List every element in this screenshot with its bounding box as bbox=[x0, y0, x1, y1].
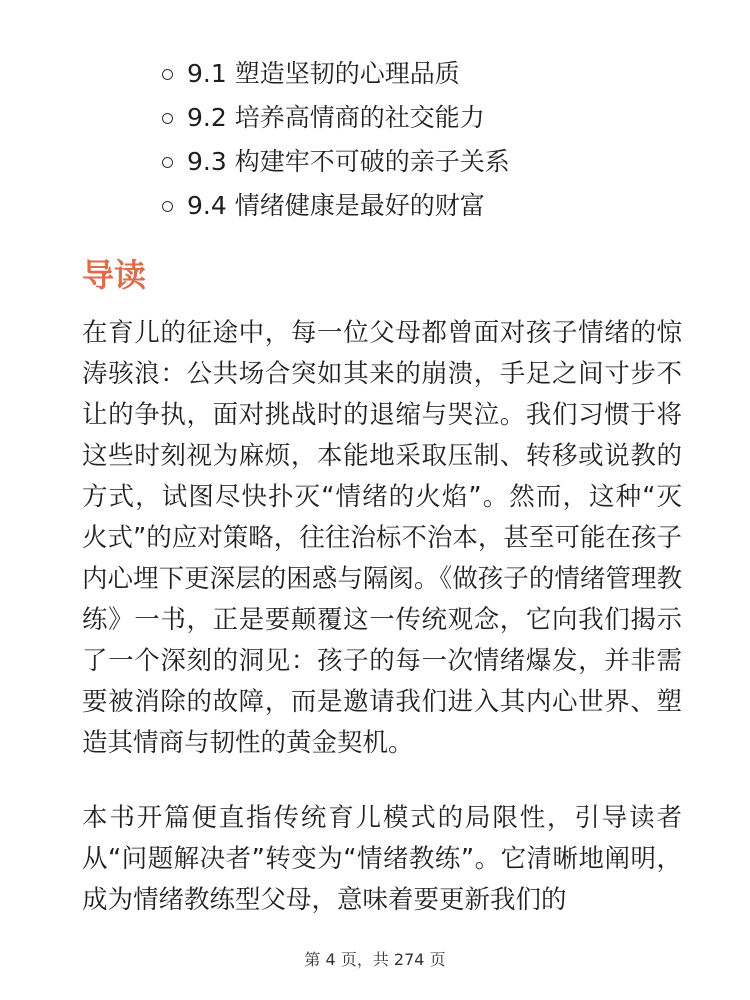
body-paragraph: 本书开篇便直指传统育儿模式的局限性，引导读者从“问题解决者”转变为“情绪教练”。它清晰地阐明，成为情绪教练型父母，意味着要更新我们的 bbox=[82, 803, 682, 915]
toc-item bbox=[162, 140, 722, 184]
circle-bullet-icon bbox=[162, 69, 173, 80]
circle-bullet-icon bbox=[162, 157, 173, 168]
toc-item-label: 9.4 情绪健康是最好的财富 bbox=[187, 191, 485, 220]
current-page-number: 4 bbox=[325, 950, 336, 969]
toc-item-label: 9.1 塑造坚韧的心理品质 bbox=[187, 59, 460, 88]
body-paragraph: 在育儿的征途中，每一位父母都曾面对孩子情绪的惊涛骇浪：公共场合突如其来的崩溃，手足之间寸步不让的争执，面对挑战时的退缩与哭泣。我们习惯于将这些时刻视为麻烦，本能地采取压制、转移或说教的方式，试图尽快扑灭“情绪的火焰”。然而，这种“灭火式”的应对策略，往往治标不治本，甚至可能在孩子内心埋下更深层的困惑与隔阂。《做孩子的情绪管理教练》一书，正是要颠覆这一传统观念，它向我们揭示了一个深刻的洞见：孩子的每一次情绪爆发，并非需要被消除的故障，而是邀请我们进入其内心世界、塑造其情商与韧性的黄金契机。 bbox=[82, 318, 682, 758]
page-footer bbox=[0, 948, 750, 972]
circle-bullet-icon bbox=[162, 201, 173, 212]
section-heading: 导读 bbox=[82, 256, 147, 294]
toc-item-label: 9.3 构建牢不可破的亲子关系 bbox=[187, 147, 510, 176]
footer-suffix: 页 bbox=[429, 950, 446, 969]
table-of-contents bbox=[162, 52, 722, 228]
toc-item bbox=[162, 96, 722, 140]
toc-item bbox=[162, 52, 722, 96]
footer-middle: 页，共 bbox=[340, 950, 389, 969]
toc-item bbox=[162, 184, 722, 228]
footer-prefix: 第 bbox=[304, 950, 321, 969]
circle-bullet-icon bbox=[162, 113, 173, 124]
toc-item-label: 9.2 培养高情商的社交能力 bbox=[187, 103, 485, 132]
total-page-count: 274 bbox=[393, 950, 425, 969]
